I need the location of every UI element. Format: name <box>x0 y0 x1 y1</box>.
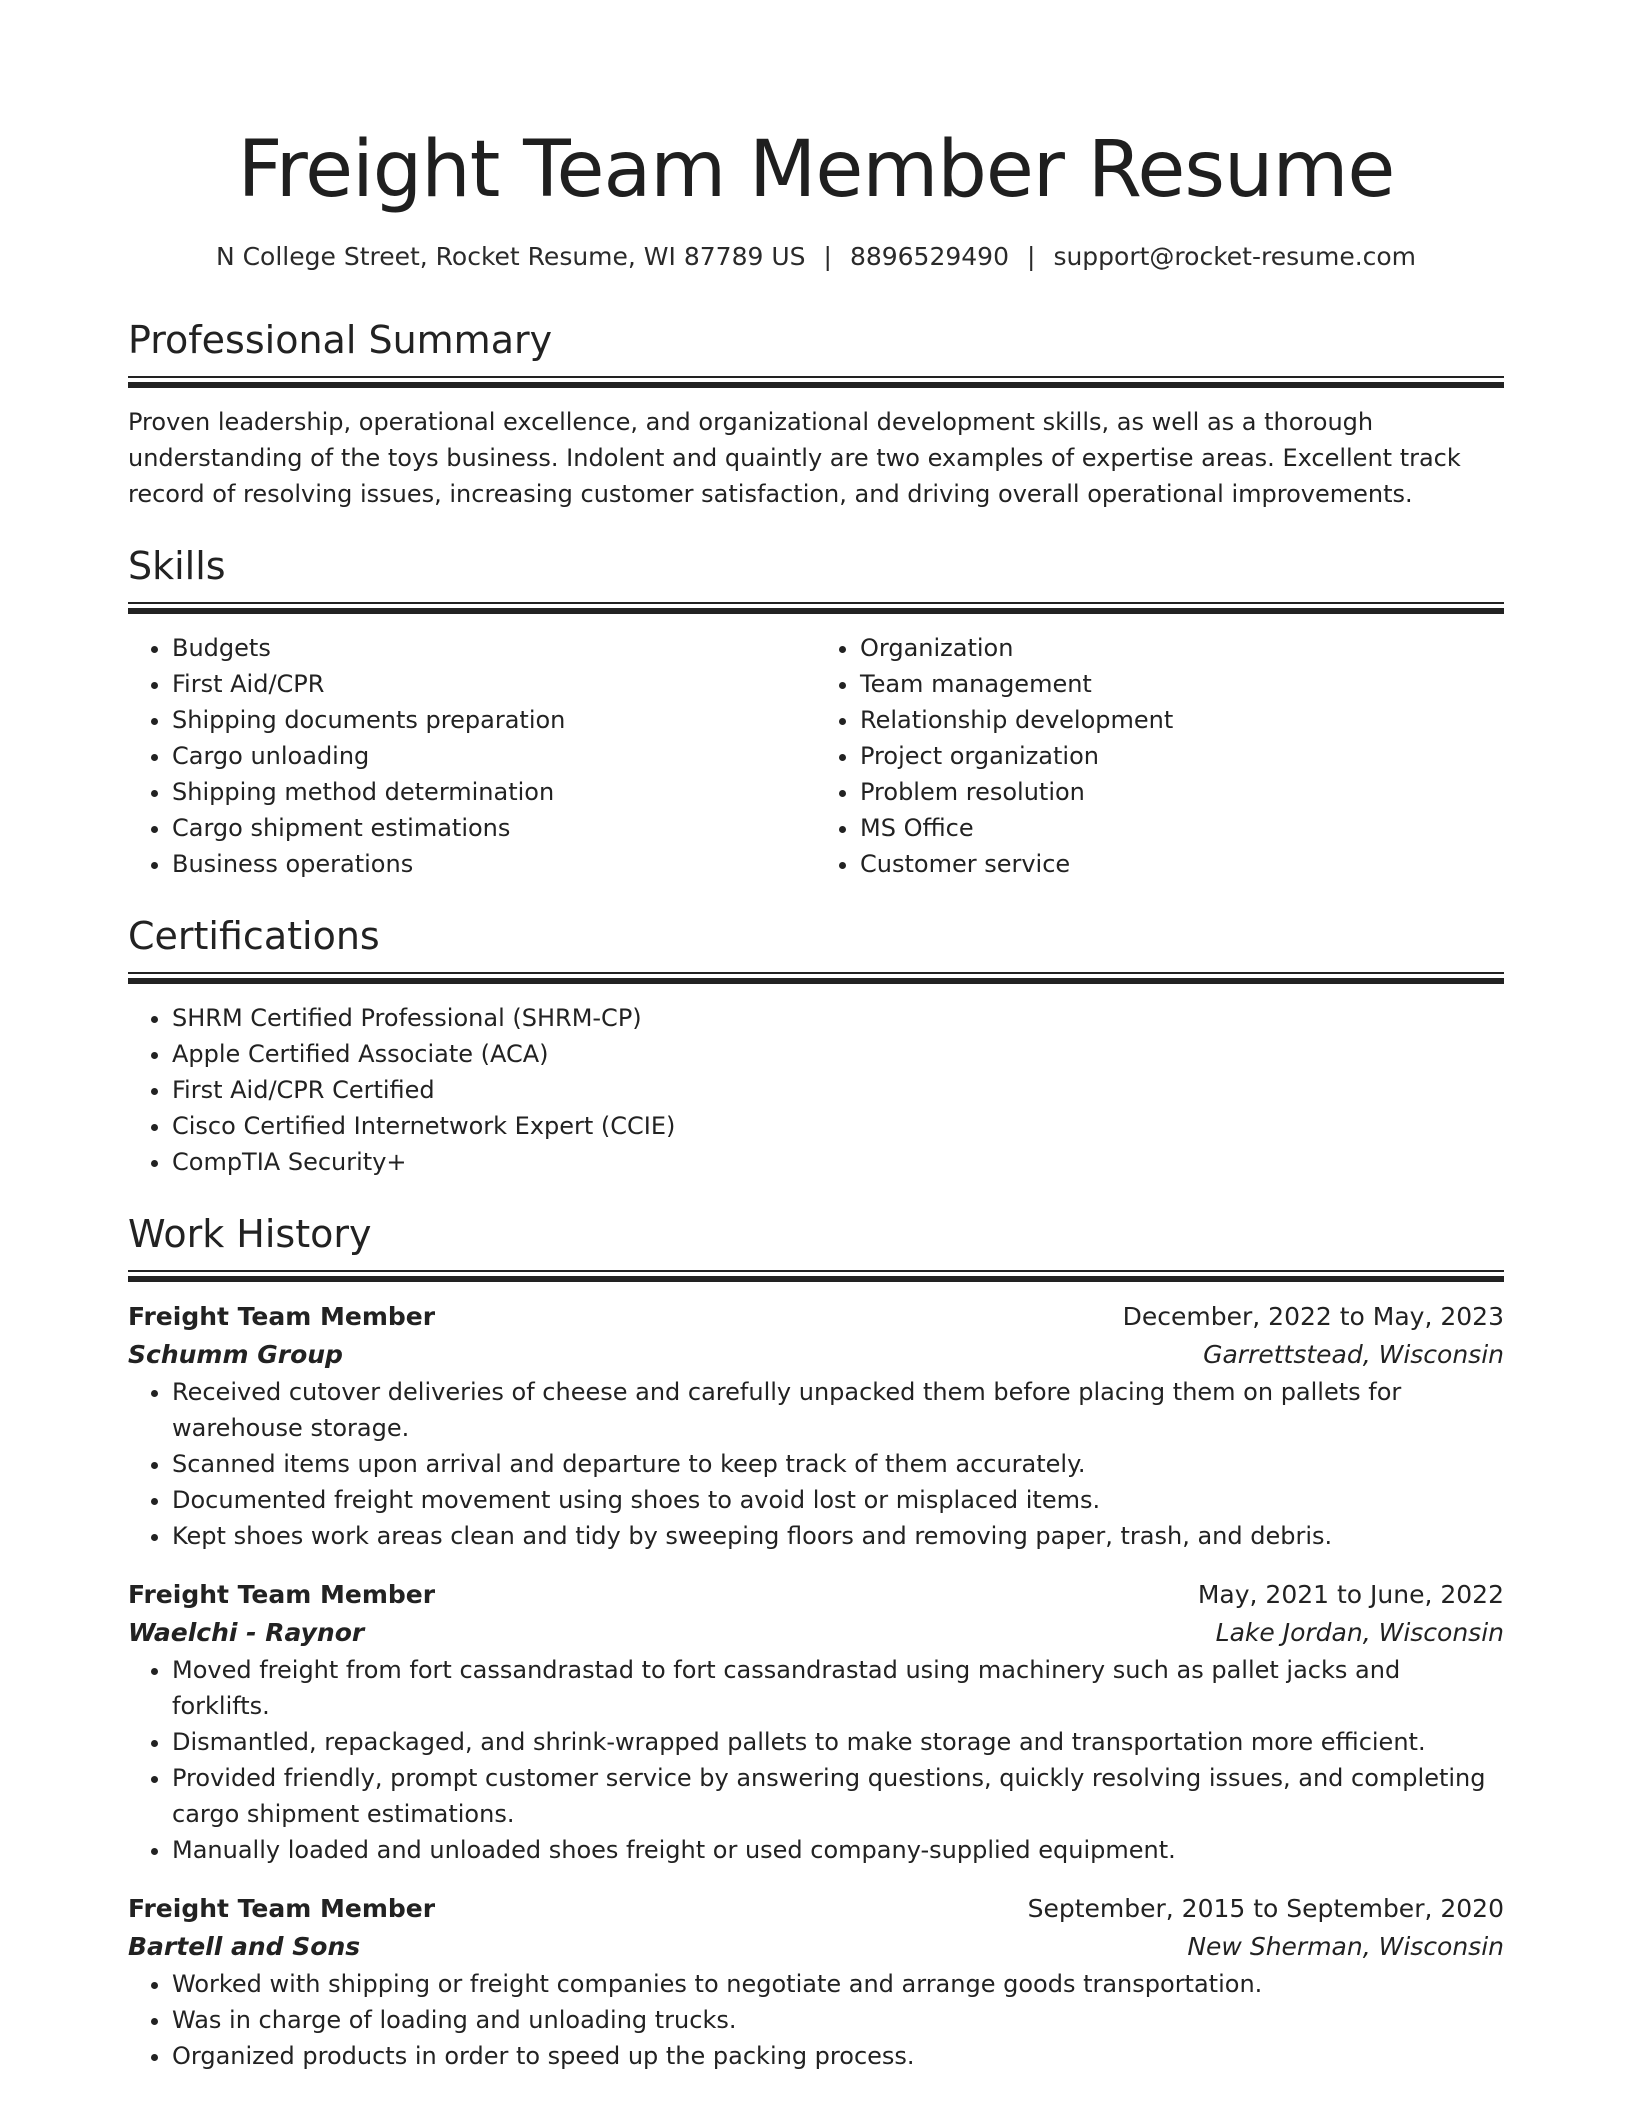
skills-grid <box>128 630 1504 882</box>
list-item: • Documented freight movement using shoes to avoid lost or misplaced items. <box>172 1482 1504 1518</box>
section-title-summary: Professional Summary <box>128 318 553 362</box>
job-entry <box>128 1576 1504 1868</box>
list-item: • Cargo shipment estimations <box>172 810 816 846</box>
list-item: • Organization <box>860 630 1504 666</box>
list-item: • Customer service <box>860 846 1504 882</box>
job-title: Freight Team Member <box>128 1894 436 1923</box>
skills-list-right <box>816 630 1504 882</box>
skills-section <box>128 542 1504 882</box>
skills-list-left <box>128 630 816 882</box>
list-item: • Team management <box>860 666 1504 702</box>
job-bullet-list <box>128 1652 1504 1868</box>
list-item: • Was in charge of loading and unloading trucks. <box>172 2002 1504 2038</box>
job-company: Schumm Group <box>128 1340 343 1369</box>
list-item: • Scanned items upon arrival and departure to keep track of them accurately. <box>172 1446 1504 1482</box>
list-item: • Received cutover deliveries of cheese and carefully unpacked them before placing them on pallets for warehouse storage. <box>172 1374 1504 1446</box>
list-item: • Organized products in order to speed up the packing process. <box>172 2038 1504 2074</box>
job-location: Lake Jordan, Wisconsin <box>1215 1618 1504 1647</box>
summary-text: Proven leadership, operational excellence, and organizational development skills, as well as a thorough understanding of the toys business. Indolent and quaintly are two examples of expertise areas. Excellent track record of resolving issues, increasing customer satisfaction, and driving overall operational improvements. <box>128 408 1461 508</box>
section-title-work: Work History <box>128 1212 372 1256</box>
section-title-certifications: Certifications <box>128 914 380 958</box>
list-item: • CompTIA Security+ <box>172 1144 1504 1180</box>
job-header-row <box>128 1576 1504 1614</box>
work-section <box>128 1210 1504 2074</box>
job-title: Freight Team Member <box>128 1580 436 1609</box>
list-item: • Cargo unloading <box>172 738 816 774</box>
section-divider <box>128 1270 1504 1282</box>
job-company: Waelchi - Raynor <box>128 1618 365 1647</box>
job-header-row <box>128 1890 1504 1928</box>
contact-line <box>128 240 1504 274</box>
list-item: • Problem resolution <box>860 774 1504 810</box>
list-item: • Shipping method determination <box>172 774 816 810</box>
list-item: • Apple Certified Associate (ACA) <box>172 1036 1504 1072</box>
job-location: Garrettstead, Wisconsin <box>1203 1340 1504 1369</box>
job-entry <box>128 1890 1504 2074</box>
work-history-list <box>128 1298 1504 2074</box>
certifications-list <box>128 1000 1504 1180</box>
job-title: Freight Team Member <box>128 1302 436 1331</box>
list-item: • First Aid/CPR Certified <box>172 1072 1504 1108</box>
list-item: • First Aid/CPR <box>172 666 816 702</box>
section-divider <box>128 602 1504 614</box>
certifications-section <box>128 912 1504 1180</box>
job-company-row <box>128 1336 1504 1374</box>
job-dates: December, 2022 to May, 2023 <box>1122 1302 1504 1331</box>
separator: | <box>823 242 832 271</box>
list-item: • Kept shoes work areas clean and tidy by sweeping floors and removing paper, trash, and debris. <box>172 1518 1504 1554</box>
section-divider <box>128 972 1504 984</box>
list-item: • Provided friendly, prompt customer service by answering questions, quickly resolving issues, and completing cargo shipment estimations. <box>172 1760 1504 1832</box>
list-item: • Budgets <box>172 630 816 666</box>
list-item: • Worked with shipping or freight companies to negotiate and arrange goods transportation. <box>172 1966 1504 2002</box>
job-bullet-list <box>128 1966 1504 2074</box>
list-item: • Business operations <box>172 846 816 882</box>
list-item: • Shipping documents preparation <box>172 702 816 738</box>
list-item: • Cisco Certified Internetwork Expert (CCIE) <box>172 1108 1504 1144</box>
list-item: • Moved freight from fort cassandrastad to fort cassandrastad using machinery such as pallet jacks and forklifts. <box>172 1652 1504 1724</box>
resume-title: Freight Team Member Resume <box>237 125 1395 215</box>
summary-section <box>128 316 1504 512</box>
list-item: • SHRM Certified Professional (SHRM-CP) <box>172 1000 1504 1036</box>
job-bullet-list <box>128 1374 1504 1554</box>
separator: | <box>1027 242 1036 271</box>
address: N College Street, Rocket Resume, WI 87789 US <box>215 242 806 271</box>
phone: 8896529490 <box>849 242 1009 271</box>
job-location: New Sherman, Wisconsin <box>1187 1932 1504 1961</box>
job-dates: September, 2015 to September, 2020 <box>1027 1894 1504 1923</box>
list-item: • MS Office <box>860 810 1504 846</box>
section-title-skills: Skills <box>128 544 226 588</box>
job-company: Bartell and Sons <box>128 1932 361 1961</box>
list-item: • Manually loaded and unloaded shoes freight or used company-supplied equipment. <box>172 1832 1504 1868</box>
list-item: • Relationship development <box>860 702 1504 738</box>
job-dates: May, 2021 to June, 2022 <box>1197 1580 1504 1609</box>
job-entry <box>128 1298 1504 1554</box>
job-company-row <box>128 1928 1504 1966</box>
job-header-row <box>128 1298 1504 1336</box>
section-divider <box>128 376 1504 388</box>
list-item: • Project organization <box>860 738 1504 774</box>
job-company-row <box>128 1614 1504 1652</box>
email: support@rocket-resume.com <box>1053 242 1417 271</box>
list-item: • Dismantled, repackaged, and shrink-wrapped pallets to make storage and transportation more efficient. <box>172 1724 1504 1760</box>
